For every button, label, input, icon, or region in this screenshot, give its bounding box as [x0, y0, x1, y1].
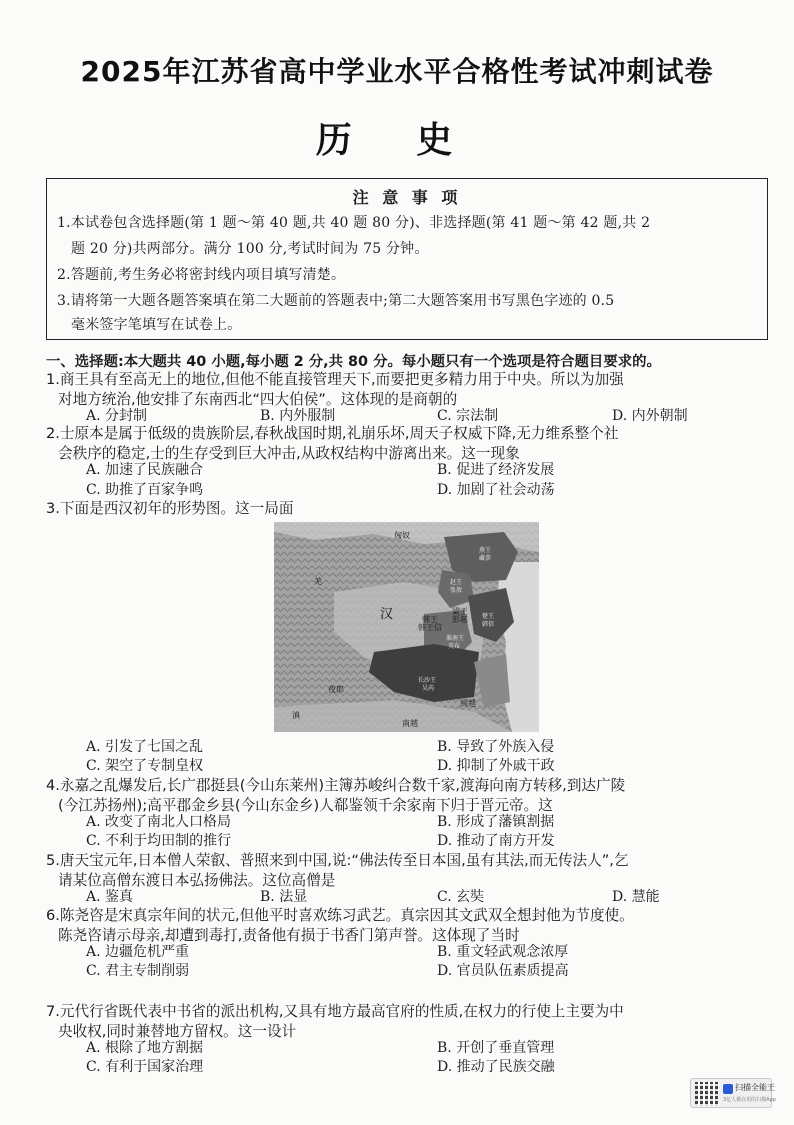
option-b: B. 重文轻武观念浓厚 [437, 944, 569, 960]
option-a: A. 加速了民族融合 [86, 462, 204, 478]
question-7 [46, 1002, 776, 1041]
western-han-map [274, 522, 539, 732]
exam-title: 2025年江苏省高中学业水平合格性考试冲刺试卷 [80, 55, 714, 88]
map-label-dian: 滇 [292, 711, 300, 720]
map-label-chu: 楚王 [482, 613, 495, 620]
scanner-logo-icon [723, 1084, 733, 1094]
option-c: C. 君主专制削弱 [86, 963, 190, 979]
question-stem-line: 陈尧咨请示母亲,却遭到毒打,责备他有损于书香门第声誉。这体现了当时 [58, 926, 520, 944]
question-4 [46, 776, 776, 815]
map-label-changsha-2: 吴芮 [422, 685, 435, 692]
map-image [274, 522, 539, 732]
option-b: B. 导致了外族入侵 [437, 739, 555, 755]
map-label-liang: 梁王 [452, 607, 468, 616]
scanner-name: 扫描全能王 [735, 1083, 775, 1092]
scanner-watermark [690, 1078, 776, 1108]
question-stem-line: 对地方统治,他安排了东南西北“四大伯侯”。这体现的是商朝的 [58, 390, 458, 408]
option-c: C. 架空了专制皇权 [86, 758, 204, 774]
map-label-han: 汉 [380, 607, 394, 622]
option-a: A. 引发了七国之乱 [86, 739, 204, 755]
option-c: C. 不利于均田制的推行 [86, 833, 232, 849]
map-label-han-wang-2: 韩王信 [418, 623, 442, 632]
notice-box [46, 178, 768, 340]
option-a: A. 鉴真 [86, 889, 134, 905]
question-2 [46, 424, 776, 463]
question-5 [46, 851, 776, 890]
map-label-han-wang: 韩王 [422, 615, 438, 624]
map-label-yan-2: 藏荼 [479, 555, 492, 562]
option-d: D. 加剧了社会动荡 [437, 482, 555, 498]
option-d: D. 内外朝制 [612, 408, 688, 424]
notice-item-1-line-2: 题 20 分)共两部分。满分 100 分,考试时间为 75 分钟。 [71, 241, 429, 257]
notice-item-3-line-1: 3.请将第一大题各题答案填在第二大题前的答题表中;第二大题答案用书写黑色字迹的 0.5 [57, 293, 615, 309]
question-stem-line: 6.陈尧咨是宋真宗年间的状元,但他平时喜欢练习武艺。真宗因其文武双全想封他为节度使。 [46, 907, 634, 924]
scanner-tagline: 3亿人都在用的扫描App [723, 1097, 776, 1103]
option-d: D. 推动了南方开发 [437, 833, 555, 849]
option-a: A. 分封制 [86, 408, 148, 424]
question-3 [46, 499, 776, 519]
map-label-xiongnu: 匈奴 [394, 531, 410, 540]
map-label-nanyue: 南越 [402, 719, 418, 728]
option-c: C. 宗法制 [437, 408, 499, 424]
subject-title: 历 史 [315, 120, 479, 161]
notice-item-3-line-2: 毫米签字笔填写在试卷上。 [71, 317, 242, 333]
map-label-minyue: 闽越 [460, 699, 476, 708]
option-b: B. 开创了垂直管理 [437, 1040, 555, 1056]
option-a: A. 改变了南北人口格局 [86, 814, 232, 830]
map-label-huainan: 淮南王 [446, 635, 465, 642]
question-stem-line: 5.唐天宝元年,日本僧人荣叡、普照来到中国,说:“佛法传至日本国,虽有其法,而无传法人”,乞 [46, 852, 629, 869]
question-stem-line: 请某位高僧东渡日本弘扬佛法。这位高僧是 [58, 871, 336, 889]
map-label-huainan-2: 英布 [448, 643, 461, 650]
question-stem-line: 3.下面是西汉初年的形势图。这一局面 [46, 500, 294, 517]
option-b: B. 形成了藩镇割据 [437, 814, 555, 830]
question-6 [46, 906, 776, 945]
option-a: A. 边疆危机严重 [86, 944, 190, 960]
map-label-changsha: 长沙王 [418, 677, 437, 684]
option-b: B. 内外服制 [260, 408, 336, 424]
option-d: D. 推动了民族交融 [437, 1059, 555, 1075]
map-label-yelang: 夜郎 [328, 685, 344, 694]
question-stem-line: 1.商王具有至高无上的地位,但他不能直接管理天下,而要把更多精力用于中央。所以为加强 [46, 371, 624, 388]
map-label-chu-2: 韩信 [482, 621, 495, 628]
notice-item-1-line-1: 1.本试卷包含选择题(第 1 题～第 40 题,共 40 题 80 分)、非选择题(第 41 题～第 42 题,共 2 [57, 215, 651, 231]
option-b: B. 促进了经济发展 [437, 462, 555, 478]
section-heading: 一、选择题:本大题共 40 小题,每小题 2 分,共 80 分。每小题只有一个选项是符合题目要求的。 [46, 354, 661, 370]
option-c: C. 助推了百家争鸣 [86, 482, 204, 498]
question-stem-line: 2.士原本是属于低级的贵族阶层,春秋战国时期,礼崩乐坏,周天子权威下降,无力维系整个社 [46, 425, 619, 442]
option-c: C. 有利于国家治理 [86, 1059, 204, 1075]
question-stem-line: 7.元代行省既代表中书省的派出机构,又具有地方最高官府的性质,在权力的行使上主要为中 [46, 1003, 624, 1020]
question-stem-line: 会秩序的稳定,士的生存受到巨大冲击,从政权结构中游离出来。这一现象 [58, 444, 520, 462]
qr-code-icon [695, 1082, 719, 1106]
notice-title: 注 意 事 项 [352, 188, 462, 207]
notice-item-2: 2.答题前,考生务必将密封线内项目填写清楚。 [57, 267, 346, 283]
option-a: A. 根除了地方割据 [86, 1040, 204, 1056]
question-1 [46, 370, 776, 409]
option-c: C. 玄奘 [437, 889, 485, 905]
map-label-zhao: 赵王 [450, 579, 463, 586]
option-d: D. 慧能 [612, 889, 660, 905]
option-d: D. 抑制了外戚干政 [437, 758, 555, 774]
option-d: D. 官员队伍素质提高 [437, 963, 569, 979]
map-label-liang-2: 彭越 [452, 615, 468, 624]
question-stem-line: 央收权,同时兼替地方留权。这一设计 [58, 1022, 297, 1040]
map-label-qiang: 羌 [314, 577, 322, 586]
question-stem-line: (今江苏扬州);高平郡金乡县(今山东金乡)人郗鉴领千余家南下归于晋元帝。这 [58, 796, 553, 814]
map-label-zhao-2: 张敖 [450, 587, 463, 594]
map-label-yan: 燕王 [479, 547, 492, 554]
option-b: B. 法显 [260, 889, 308, 905]
question-stem-line: 4.永嘉之乱爆发后,长广郡挺县(今山东莱州)主簿苏峻纠合数千家,渡海向南方转移,到达广陵 [46, 777, 626, 794]
